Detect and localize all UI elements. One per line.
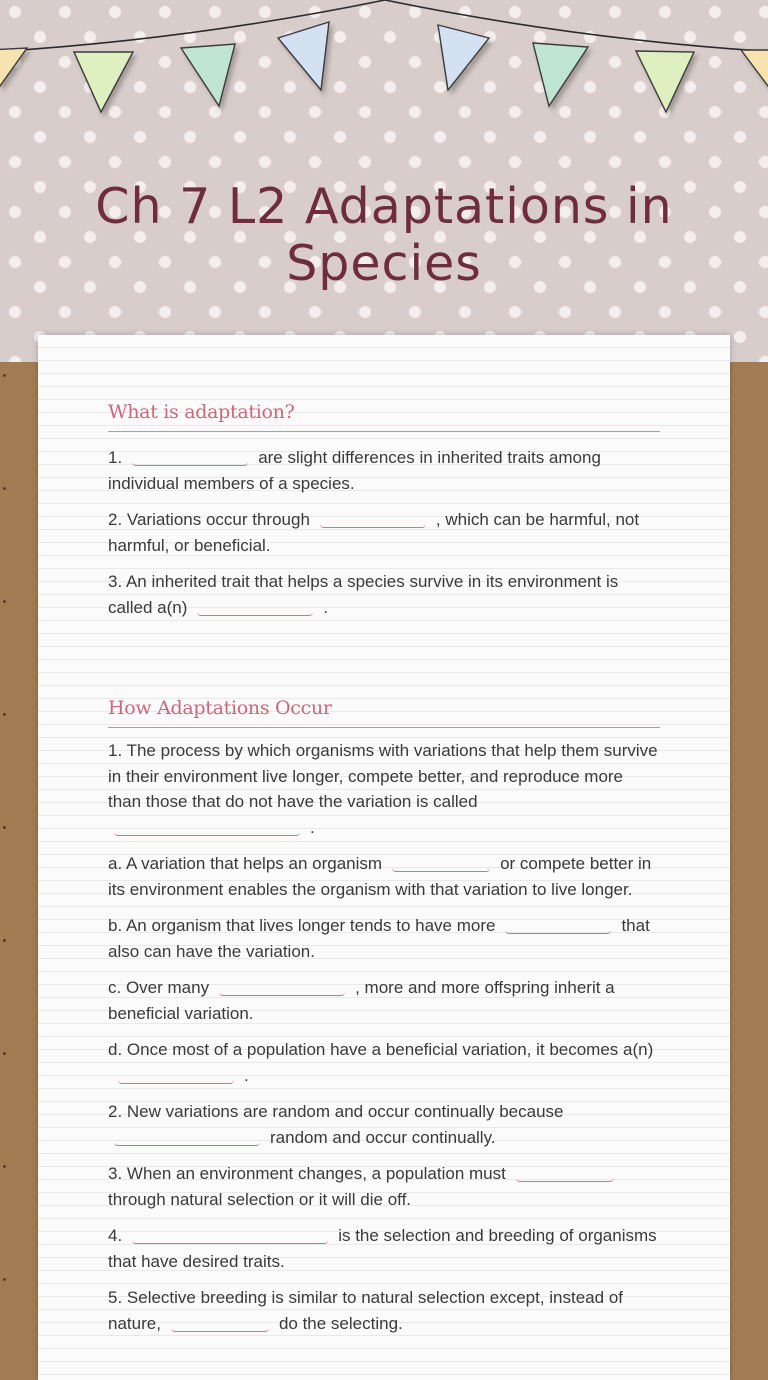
question-text: . bbox=[323, 597, 329, 617]
polka-dot-header bbox=[0, 0, 768, 362]
question-text: c. Over many bbox=[108, 978, 210, 997]
question-text: that also can have the variation. bbox=[108, 916, 650, 961]
pennant-teal-1 bbox=[181, 44, 235, 106]
pennant-yellow-right bbox=[741, 50, 768, 86]
question-text: d. Once most of a population have a beneficial variation, it becomes a(n) bbox=[108, 1040, 654, 1059]
question-2 bbox=[108, 1099, 660, 1150]
question-3 bbox=[108, 1161, 660, 1212]
pennant-green-1 bbox=[74, 52, 133, 112]
question-text: 1. bbox=[108, 448, 123, 467]
answer-blank[interactable] bbox=[516, 1165, 614, 1182]
question-text: through natural selection or it will die off. bbox=[108, 1189, 412, 1209]
pennant-blue-2 bbox=[438, 25, 489, 90]
answer-blank[interactable] bbox=[392, 855, 490, 872]
answer-blank[interactable] bbox=[197, 599, 313, 616]
question-text: 1. The process by which organisms with variations that help them survive in their environment live longer, compete better, and reproduce more than those that do not have the variation is called bbox=[108, 741, 658, 811]
answer-blank[interactable] bbox=[114, 819, 300, 836]
answer-blank[interactable] bbox=[505, 917, 611, 934]
bunting-banner bbox=[0, 0, 768, 125]
answer-blank[interactable] bbox=[171, 1315, 269, 1332]
question-text: random and occur continually. bbox=[270, 1127, 496, 1147]
answer-blank[interactable] bbox=[114, 1129, 260, 1146]
pennant-yellow-left bbox=[0, 48, 27, 86]
question-text: 4. bbox=[108, 1226, 123, 1245]
pennant-green-2 bbox=[636, 51, 694, 112]
question-1a bbox=[108, 851, 660, 902]
question-1c bbox=[108, 975, 660, 1026]
section-what-is-adaptation bbox=[108, 401, 660, 620]
section-how-adaptations-occur bbox=[108, 697, 660, 1336]
question-text: b. An organism that lives longer tends to have more bbox=[108, 916, 496, 935]
answer-blank[interactable] bbox=[219, 979, 345, 996]
question-text: . bbox=[310, 817, 315, 837]
question-text: do the selecting. bbox=[278, 1313, 403, 1333]
pennant-teal-2 bbox=[533, 43, 588, 106]
answer-blank[interactable] bbox=[132, 449, 248, 466]
question-1d bbox=[108, 1037, 660, 1088]
answer-blank[interactable] bbox=[320, 511, 426, 528]
question-text: 3. An inherited trait that helps a species survive in its environment is called a(n) bbox=[108, 572, 619, 617]
question-text: 3. When an environment changes, a population must bbox=[108, 1164, 506, 1183]
question-text: a. A variation that helps an organism bbox=[108, 854, 383, 873]
question-text: or compete better in its environment enables the organism with that variation to live longer. bbox=[108, 854, 652, 899]
pennant-blue-1 bbox=[278, 22, 329, 90]
page-title: Ch 7 L2 Adaptations in Species bbox=[95, 178, 673, 292]
question-3 bbox=[108, 569, 660, 620]
worksheet-sheet bbox=[38, 335, 730, 1380]
question-1b bbox=[108, 913, 660, 964]
question-2 bbox=[108, 507, 660, 558]
question-1 bbox=[108, 738, 660, 840]
question-1 bbox=[108, 445, 660, 496]
question-text: , which can be harmful, not harmful, or beneficial. bbox=[108, 510, 640, 555]
question-5 bbox=[108, 1285, 660, 1336]
question-text: , more and more offspring inherit a beneficial variation. bbox=[108, 978, 615, 1023]
question-4 bbox=[108, 1223, 660, 1274]
question-text: 2. New variations are random and occur continually because bbox=[108, 1102, 564, 1121]
question-text: is the selection and breeding of organisms that have desired traits. bbox=[108, 1226, 657, 1271]
section-heading: How Adaptations Occur bbox=[108, 697, 660, 728]
answer-blank[interactable] bbox=[118, 1067, 234, 1084]
question-text: . bbox=[244, 1065, 249, 1085]
question-text: 2. Variations occur through bbox=[108, 510, 310, 529]
section-heading: What is adaptation? bbox=[108, 401, 660, 432]
question-text: 5. Selective breeding is similar to natural selection except, instead of nature, bbox=[108, 1288, 623, 1333]
answer-blank[interactable] bbox=[132, 1227, 328, 1244]
question-text: are slight differences in inherited traits among individual members of a species. bbox=[108, 448, 601, 493]
